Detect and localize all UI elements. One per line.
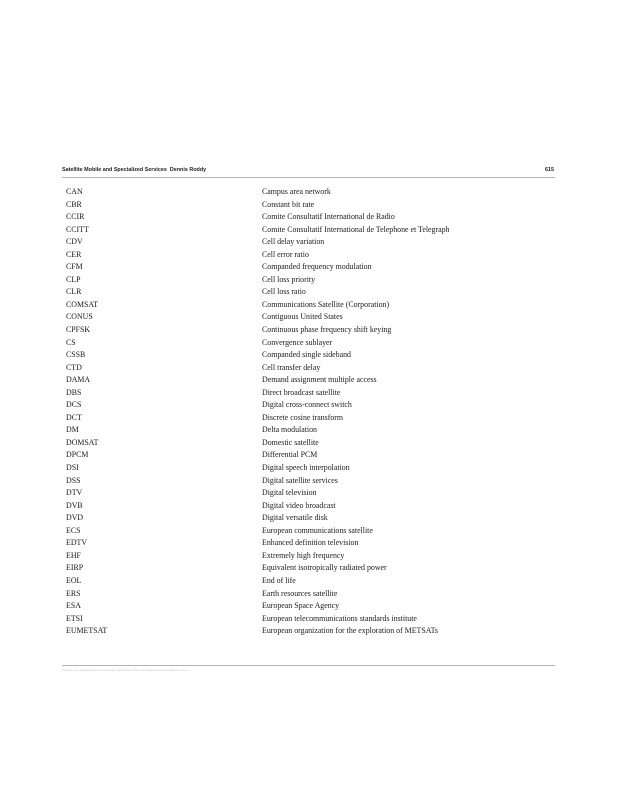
list-item — [66, 487, 546, 500]
definition: Demand assignment multiple access — [262, 375, 377, 385]
list-item — [66, 575, 546, 588]
definition: Enhanced definition television — [262, 538, 359, 548]
definition: Digital cross-connect switch — [262, 400, 352, 410]
list-item — [66, 525, 546, 538]
abbreviation: CCITT — [66, 224, 89, 234]
definition: Digital video broadcast — [262, 500, 336, 510]
definition: Digital versatile disk — [262, 513, 328, 523]
definition: Digital speech interpolation — [262, 463, 350, 473]
list-item — [66, 224, 546, 237]
list-item — [66, 249, 546, 262]
abbreviation: CAN — [66, 187, 83, 196]
list-item — [66, 337, 546, 350]
list-item — [66, 550, 546, 563]
abbreviation: COMSAT — [66, 299, 99, 309]
definition: Direct broadcast satellite — [262, 387, 341, 397]
author-name: Dennis Roddy — [169, 167, 207, 173]
list-item — [66, 286, 546, 299]
list-item — [66, 211, 546, 224]
header-rule — [62, 177, 555, 178]
abbreviation: EOL — [66, 575, 82, 585]
definition: Domestic satellite — [262, 437, 319, 447]
abbreviation: CFM — [66, 262, 83, 272]
definition: Comite Consultatif International de Telephone et Telegraph — [262, 224, 450, 234]
abbreviation: DPCM — [66, 450, 89, 460]
definition: Contiguous United States — [262, 312, 343, 322]
abbreviation-list — [66, 186, 546, 638]
list-item — [66, 424, 546, 437]
abbreviation: DM — [66, 425, 79, 435]
abbreviation: DSI — [66, 463, 79, 473]
definition: Discrete cosine transform — [262, 412, 344, 422]
abbreviation: DVD — [66, 513, 84, 523]
list-item — [66, 475, 546, 488]
list-item — [66, 236, 546, 249]
abbreviation: ERS — [66, 588, 81, 598]
abbreviation: DBS — [66, 387, 82, 397]
list-item — [66, 374, 546, 387]
list-item — [66, 512, 546, 525]
definition: Digital satellite services — [262, 475, 338, 485]
abbreviation: ECS — [66, 525, 81, 535]
definition: Cell transfer delay — [262, 362, 321, 372]
definition: Campus area network — [262, 187, 331, 196]
footer-rule — [62, 665, 555, 666]
definition: Differential PCM — [262, 450, 318, 460]
definition: European communications satellite — [262, 525, 373, 535]
abbreviation: CCIR — [66, 212, 85, 222]
definition: Earth resources satellite — [262, 588, 338, 598]
list-item — [66, 588, 546, 601]
list-item — [66, 387, 546, 400]
abbreviation: DOMSAT — [66, 437, 99, 447]
abbreviation: CONUS — [66, 312, 93, 322]
abbreviation: CTD — [66, 362, 82, 372]
abbreviation: DVB — [66, 500, 83, 510]
running-header — [62, 165, 554, 177]
definition: Communications Satellite (Corporation) — [262, 299, 390, 309]
definition: Companded frequency modulation — [262, 262, 372, 272]
definition: European telecommunications standards institute — [262, 613, 417, 623]
definition: European Space Agency — [262, 601, 340, 611]
list-item — [66, 625, 546, 638]
definition: Convergence sublayer — [262, 337, 333, 347]
abbreviation: CS — [66, 337, 76, 347]
definition: Extremely high frequency — [262, 550, 345, 560]
list-item — [66, 462, 546, 475]
abbreviation: EIRP — [66, 563, 84, 573]
definition: Constant bit rate — [262, 199, 315, 209]
header-title — [62, 167, 206, 173]
abbreviation: CDV — [66, 237, 83, 247]
list-item — [66, 500, 546, 513]
abbreviation: CLP — [66, 274, 81, 284]
list-item — [66, 449, 546, 462]
abbreviation: CBR — [66, 199, 82, 209]
abbreviation: ESA — [66, 601, 81, 611]
abbreviation: EHF — [66, 550, 81, 560]
abbreviation: CLR — [66, 287, 82, 297]
list-item — [66, 186, 546, 199]
list-item — [66, 537, 546, 550]
abbreviation: EUMETSAT — [66, 626, 108, 636]
definition: End of life — [262, 575, 296, 585]
abbreviation: CSSB — [66, 350, 86, 360]
abbreviation: DCS — [66, 400, 82, 410]
definition: Continuous phase frequency shift keying — [262, 325, 392, 335]
list-item — [66, 562, 546, 575]
page-number: 615 — [545, 167, 554, 173]
definition: European organization for the exploration of METSATs — [262, 626, 438, 636]
definition: Companded single sideband — [262, 350, 351, 360]
list-item — [66, 311, 546, 324]
abbreviation: ETSI — [66, 613, 83, 623]
list-item — [66, 437, 546, 450]
definition: Cell delay variation — [262, 237, 325, 247]
definition: Comite Consultatif International de Radio — [262, 212, 395, 222]
list-item — [66, 261, 546, 274]
list-item — [66, 349, 546, 362]
list-item — [66, 324, 546, 337]
definition: Cell loss ratio — [262, 287, 306, 297]
abbreviation: DAMA — [66, 375, 91, 385]
abbreviation: CPFSK — [66, 325, 91, 335]
abbreviation: DTV — [66, 488, 83, 498]
definition: Equivalent isotropically radiated power — [262, 563, 387, 573]
abbreviation: EDTV — [66, 538, 88, 548]
definition: Cell loss priority — [262, 274, 316, 284]
list-item — [66, 362, 546, 375]
list-item — [66, 199, 546, 212]
list-item — [66, 613, 546, 626]
abbreviation: DSS — [66, 475, 81, 485]
abbreviation: DCT — [66, 412, 82, 422]
book-title: Satellite Mobile and Specialized Services — [62, 167, 167, 173]
list-item — [66, 274, 546, 287]
footer-text: Printed from Digital Engineering Library @ McGraw-Hill (www.Digitalengineeringlibrary.com) — [62, 668, 188, 672]
list-item — [66, 399, 546, 412]
definition: Delta modulation — [262, 425, 318, 435]
list-item — [66, 600, 546, 613]
definition: Digital television — [262, 488, 317, 498]
abbreviation: CER — [66, 249, 82, 259]
definition: Cell error ratio — [262, 249, 309, 259]
list-item — [66, 412, 546, 425]
list-item — [66, 299, 546, 312]
